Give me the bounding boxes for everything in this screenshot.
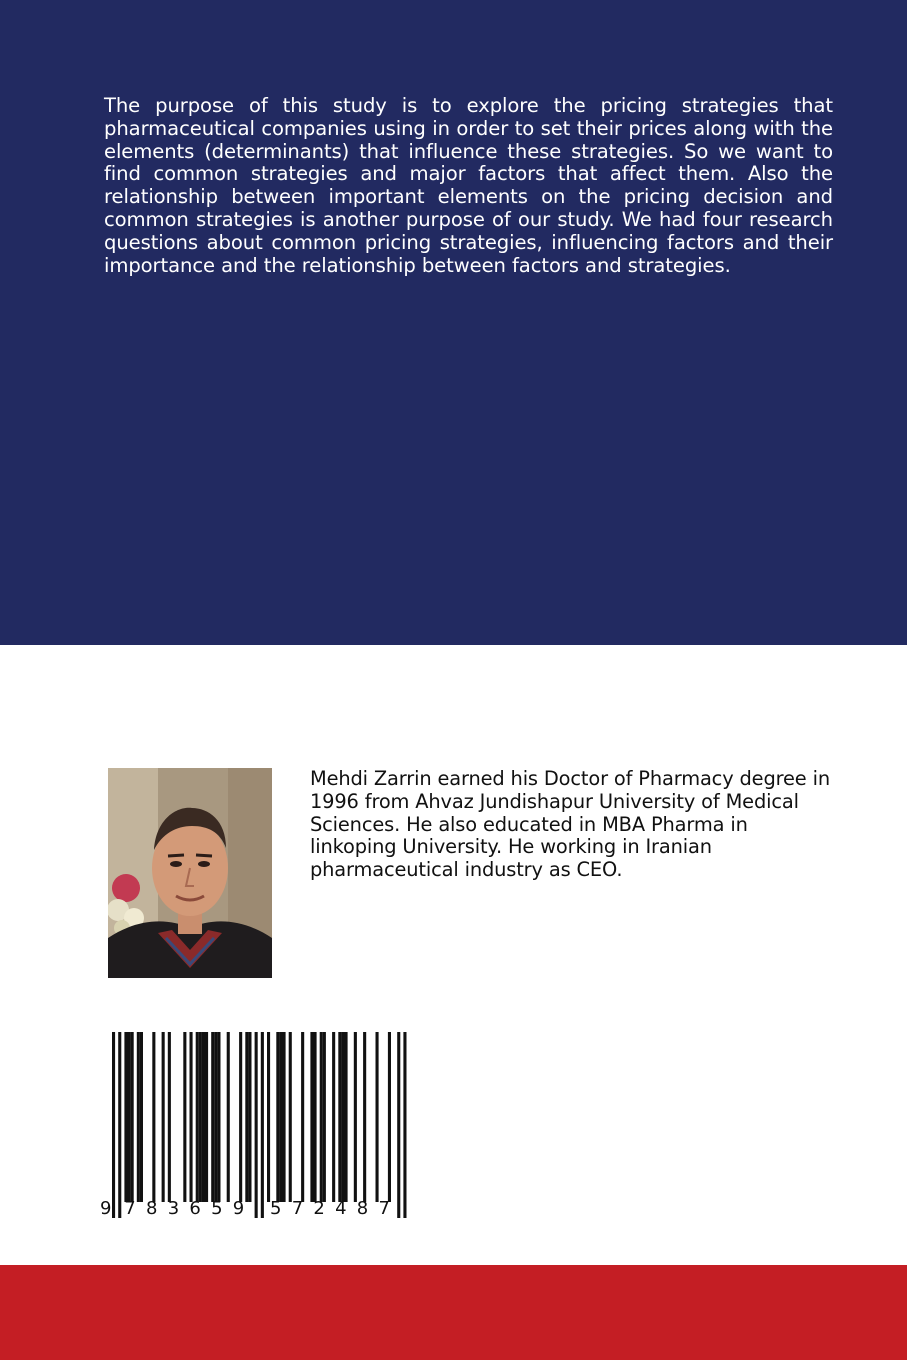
barcode-bar xyxy=(397,1032,400,1218)
barcode-bar xyxy=(112,1032,115,1218)
author-bio: Mehdi Zarrin earned his Doctor of Pharmacy degree in 1996 from Ahvaz Jundishapur University of Medical Sciences. He also educated in MBA Pharma in linkoping University. He working in Iranian pharmaceutical industry as CEO. xyxy=(310,767,830,882)
barcode-bar xyxy=(323,1032,326,1202)
barcode-bar xyxy=(124,1032,127,1202)
barcode-bar xyxy=(140,1032,143,1202)
barcode-bar xyxy=(314,1032,317,1202)
bottom-color-band xyxy=(0,1265,907,1360)
barcode-bar xyxy=(162,1032,165,1202)
isbn-barcode xyxy=(98,1030,420,1222)
barcode-bar xyxy=(217,1032,220,1202)
barcode-bar xyxy=(137,1032,140,1202)
barcode-bar xyxy=(239,1032,242,1202)
barcode-bar xyxy=(214,1032,217,1202)
barcode-bar xyxy=(301,1032,304,1202)
barcode-bar xyxy=(168,1032,171,1202)
barcode-bar xyxy=(332,1032,335,1202)
abstract-text: The purpose of this study is to explore the pricing strategies that pharmaceutical companies using in order to set their prices along with the elements (determinants) that influence these strategies. So we want to find common strategies and major factors that affect them. Also the relationship between important elements on the pricing decision and common strategies is another purpose of our study. We had four research questions about common pricing strategies, influencing factors and their importance and the relationship between factors and strategies. xyxy=(104,94,833,277)
barcode-bar xyxy=(388,1032,391,1202)
barcode-bar xyxy=(363,1032,366,1202)
barcode-bar xyxy=(283,1032,286,1202)
isbn-digit: 3 xyxy=(167,1198,180,1219)
barcode-bar xyxy=(341,1032,344,1202)
barcode-bar xyxy=(128,1032,131,1202)
barcode-bar xyxy=(199,1032,202,1202)
barcode-bar xyxy=(248,1032,251,1202)
barcode-bar xyxy=(267,1032,270,1202)
isbn-digit: 7 xyxy=(124,1198,136,1219)
barcode-bar xyxy=(205,1032,208,1202)
barcode-bar xyxy=(403,1032,406,1218)
isbn-digit: 4 xyxy=(335,1198,347,1219)
barcode-bar xyxy=(152,1032,155,1202)
isbn-digit: 8 xyxy=(356,1198,369,1219)
barcode-bar xyxy=(183,1032,186,1202)
barcode-bar xyxy=(320,1032,323,1202)
barcode-bar xyxy=(211,1032,214,1202)
barcode-bar xyxy=(345,1032,348,1202)
barcode-bar xyxy=(196,1032,199,1202)
isbn-digit: 2 xyxy=(313,1198,325,1219)
barcode-bar xyxy=(376,1032,379,1202)
barcode-bar xyxy=(255,1032,258,1218)
barcode-bar xyxy=(245,1032,248,1202)
isbn-digit: 9 xyxy=(100,1198,112,1219)
barcode-bar xyxy=(354,1032,357,1202)
isbn-digit: 9 xyxy=(232,1198,245,1219)
isbn-digit: 7 xyxy=(378,1198,390,1219)
isbn-digits xyxy=(98,1198,420,1222)
isbn-digit: 5 xyxy=(211,1198,223,1219)
barcode-bar xyxy=(190,1032,193,1202)
barcode-bar xyxy=(279,1032,282,1202)
barcode-bar xyxy=(289,1032,292,1202)
barcode-bar xyxy=(131,1032,134,1202)
isbn-digit: 5 xyxy=(270,1198,282,1219)
author-photo xyxy=(108,768,272,978)
barcode-bar xyxy=(338,1032,341,1202)
barcode-bar xyxy=(227,1032,230,1202)
barcode-bar xyxy=(118,1032,121,1218)
barcode-bar xyxy=(202,1032,205,1202)
isbn-digit: 6 xyxy=(189,1198,201,1219)
barcode-bar xyxy=(261,1032,264,1218)
isbn-digit: 8 xyxy=(146,1198,158,1219)
isbn-digit: 7 xyxy=(291,1198,304,1219)
barcode-bar xyxy=(310,1032,313,1202)
barcode-bar xyxy=(276,1032,279,1202)
